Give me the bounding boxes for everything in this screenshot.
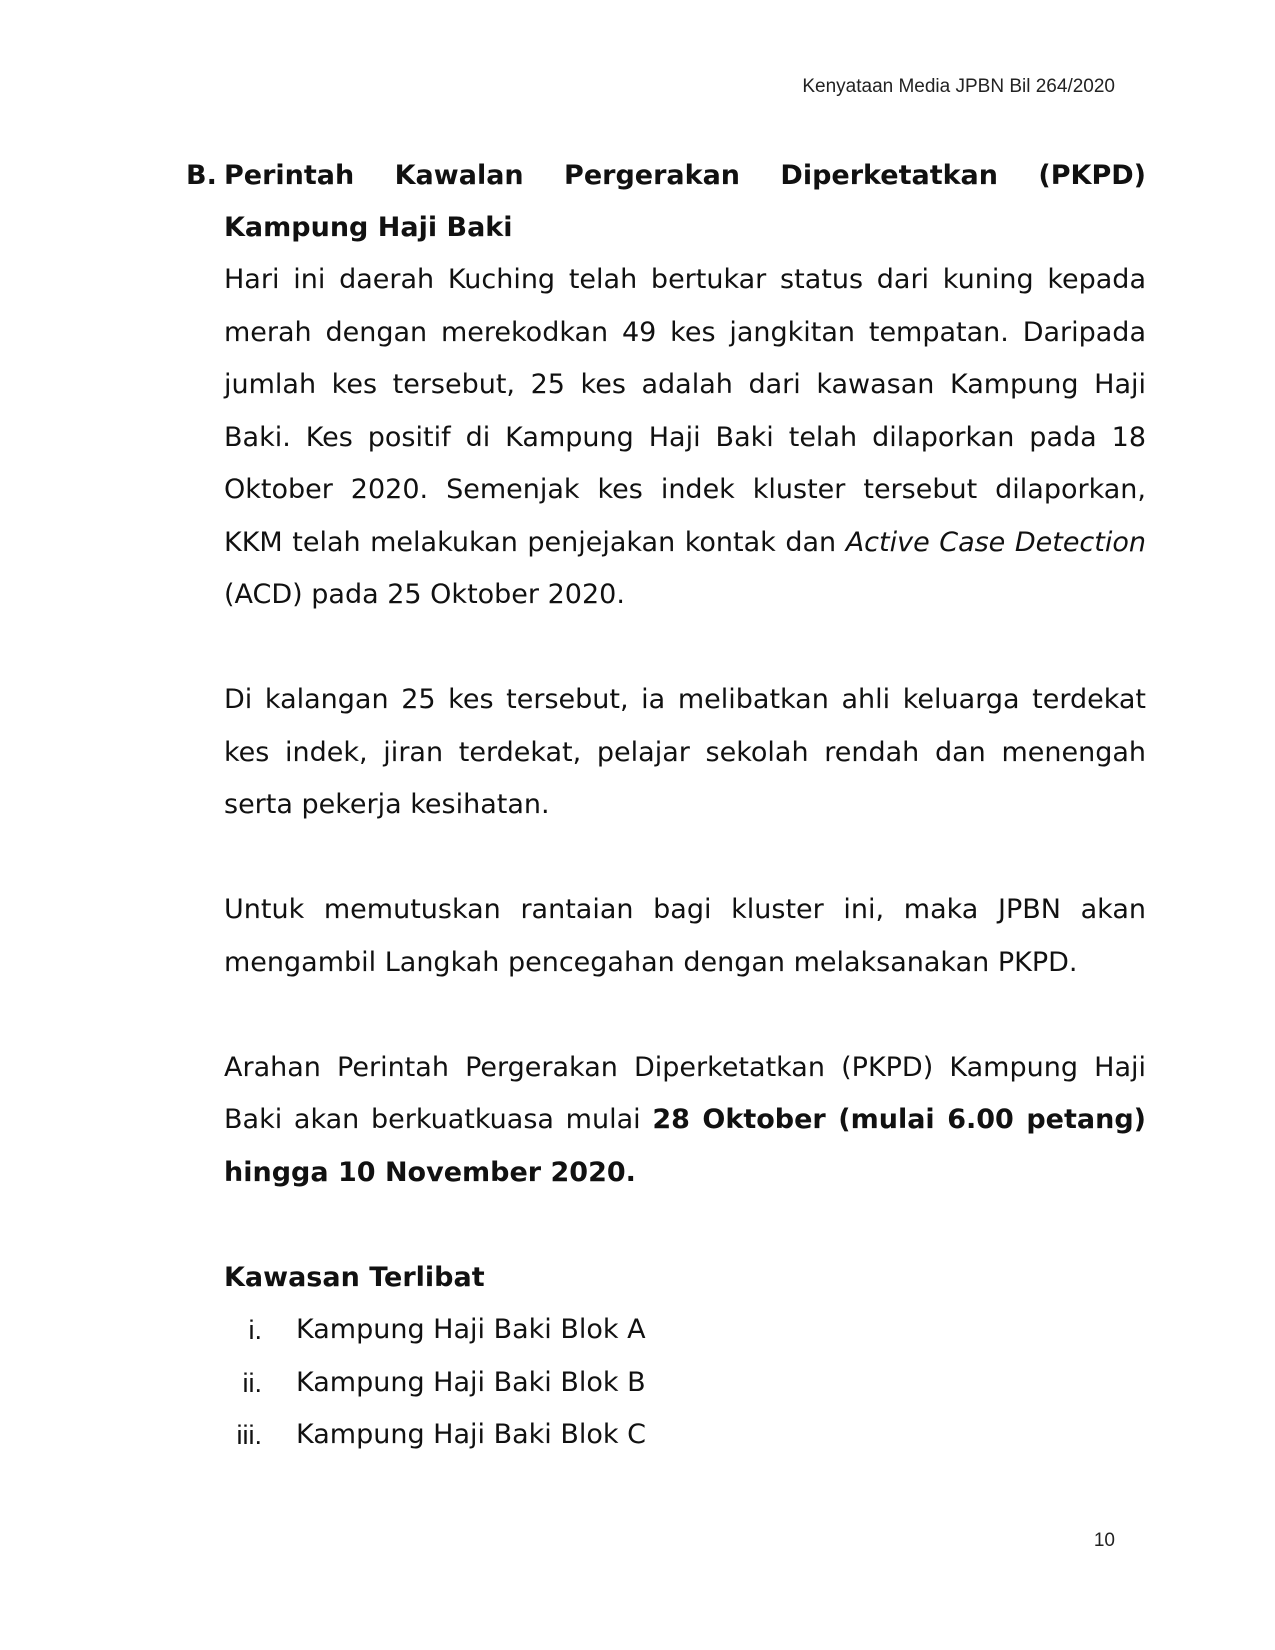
document-reference: Kenyataan Media JPBN Bil 264/2020 [802,76,1115,97]
list-item-text: Kampung Haji Baki Blok B [296,1366,646,1398]
paragraph-1-end: (ACD) pada 25 Oktober 2020. [224,579,625,610]
list-item-number: i. [248,1315,262,1345]
section-b [186,150,1146,1462]
paragraph-3: Untuk memutuskan rantaian bagi kluster ini, maka JPBN akan mengambil Langkah pencegahan dengan melaksanakan PKPD. [224,894,1146,978]
areas-heading: Kawasan Terlibat [224,1261,485,1293]
list-item [224,1304,1146,1357]
list-item [224,1357,1146,1410]
section-title: Perintah Kawalan Pergerakan Diperketatkan (PKPD) Kampung Haji Baki [224,160,1146,243]
section-letter: B. [186,160,217,191]
paragraph-4 [224,1042,1146,1200]
list-item [224,1409,1146,1462]
section-heading [186,150,1146,254]
paragraph-4-text: Arahan Perintah Pergerakan Diperketatkan (PKPD) Kampung Haji Baki akan berkuatkuasa mulai [224,1051,1146,1135]
list-item-text: Kampung Haji Baki Blok C [296,1419,646,1450]
section-body [224,254,1146,1462]
paragraph-1-italic: Active Case Detection [845,526,1146,558]
list-item-number: iii. [236,1420,262,1450]
list-item-number: ii. [242,1367,262,1398]
page-number: 10 [1093,1530,1115,1551]
paragraph-1 [224,254,1146,622]
paragraph-2: Di kalangan 25 kes tersebut, ia melibatkan ahli keluarga terdekat kes indek, jiran terdekat, pelajar sekolah rendah dan menengah serta pekerja kesihatan. [224,684,1146,820]
areas-list [224,1304,1146,1462]
paragraph-1-text: Hari ini daerah Kuching telah bertukar status dari kuning kepada merah dengan merekodkan 49 kes jangkitan tempatan. Daripada jumlah kes tersebut, 25 kes adalah dari kawasan Kampung Haji Baki. Kes positif di Kampung Haji Baki telah dilaporkan pada 18 Oktober 2020. Semenjak kes indek kluster tersebut dilaporkan, KKM telah melakukan penjejakan kontak dan [224,264,1146,558]
paragraph-4-dates: 28 Oktober (mulai 6.00 petang) hingga 10 November 2020. [224,1104,1146,1188]
list-item-text: Kampung Haji Baki Blok A [296,1314,646,1345]
